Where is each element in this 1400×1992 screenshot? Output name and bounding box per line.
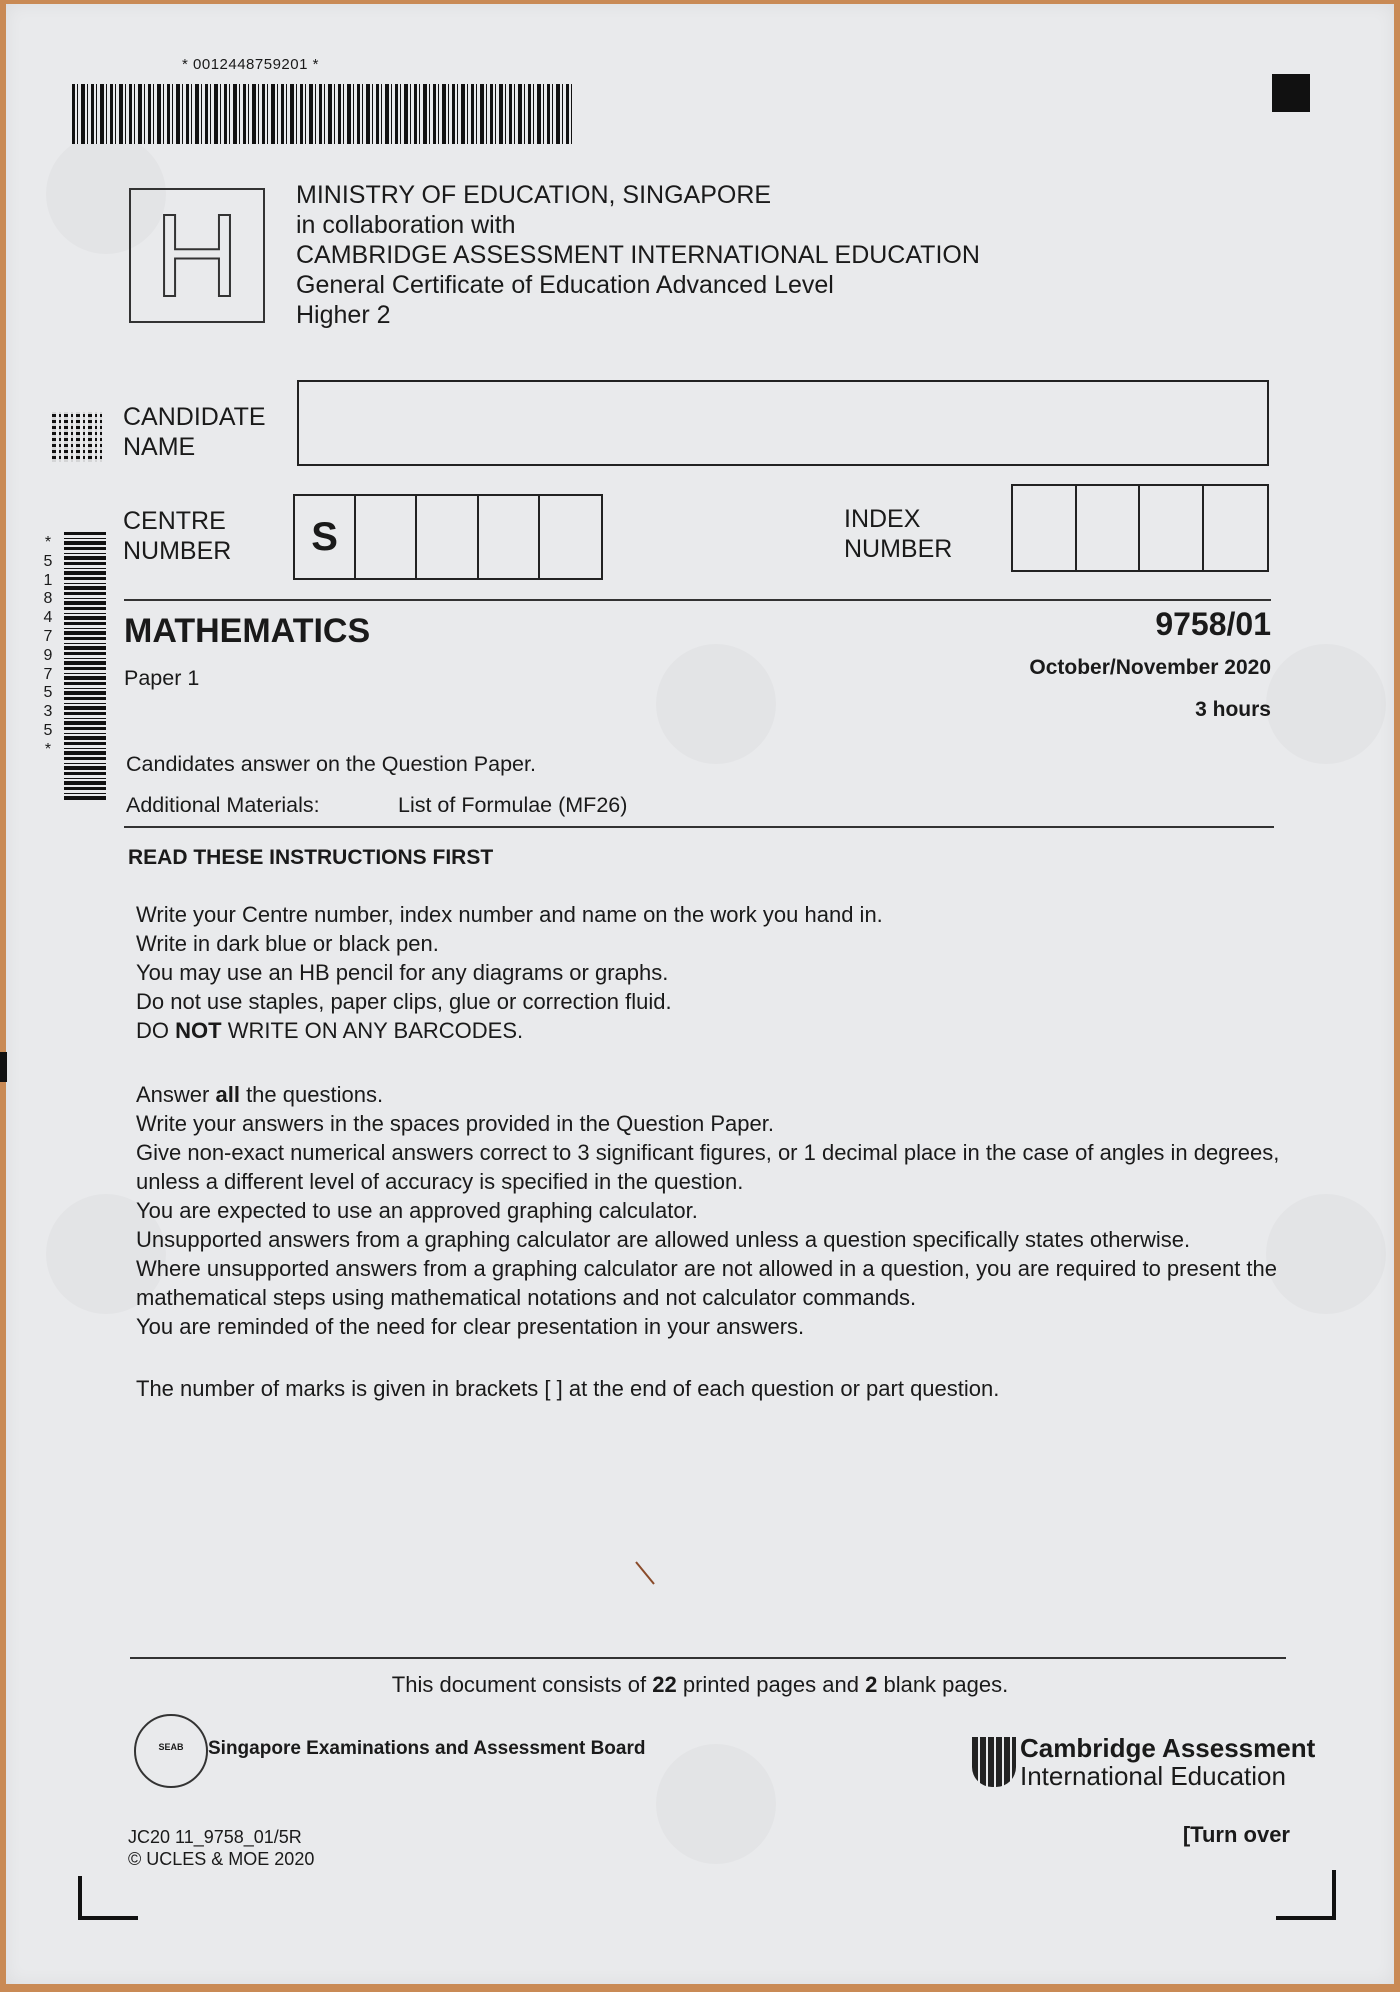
index-number-label-line2: NUMBER bbox=[844, 535, 953, 563]
page-count-mid: printed pages and bbox=[676, 1672, 866, 1697]
cambridge-logo-text bbox=[1020, 1734, 1315, 1790]
header-line-collab: in collaboration with bbox=[296, 211, 516, 239]
printed-pages-count: 22 bbox=[652, 1672, 677, 1697]
turn-over-note: [Turn over bbox=[1182, 1822, 1290, 1847]
page-count-note bbox=[6, 1672, 1394, 1698]
index-number-digit[interactable] bbox=[1140, 486, 1204, 570]
paper-number: Paper 1 bbox=[124, 666, 200, 690]
centre-number-label-line2: NUMBER bbox=[123, 537, 232, 565]
instructions-block-1 bbox=[136, 900, 1286, 1045]
instruction-line: You are reminded of the need for clear presentation in your answers. bbox=[136, 1314, 805, 1339]
side-digit: 7 bbox=[43, 627, 53, 645]
watermark-logo bbox=[656, 644, 776, 764]
side-digit: 8 bbox=[43, 590, 53, 608]
exam-cover-page bbox=[6, 4, 1394, 1984]
header-line-ministry: MINISTRY OF EDUCATION, SINGAPORE bbox=[296, 181, 772, 209]
instruction-line: Do not use staples, paper clips, glue or correction fluid. bbox=[136, 989, 672, 1014]
barcode-warning-post: WRITE ON ANY BARCODES. bbox=[221, 1018, 524, 1043]
syllabus-code: 9758/01 bbox=[1155, 606, 1271, 642]
index-number-label bbox=[844, 504, 952, 564]
index-number-boxes bbox=[1011, 484, 1269, 572]
page-count-post: blank pages. bbox=[877, 1672, 1009, 1697]
side-digit: 4 bbox=[43, 609, 53, 627]
top-barcode bbox=[72, 84, 572, 144]
answer-all-line bbox=[136, 1080, 1286, 1109]
centre-number-digit[interactable] bbox=[356, 496, 417, 578]
cambridge-line2: International Education bbox=[1020, 1761, 1286, 1791]
centre-number-boxes bbox=[293, 494, 603, 580]
side-digit: 3 bbox=[43, 703, 53, 721]
index-number-label-line1: INDEX bbox=[844, 505, 921, 533]
header-line-gce: General Certificate of Education Advanced Level bbox=[296, 271, 834, 299]
centre-number-label-line1: CENTRE bbox=[123, 507, 226, 535]
instruction-line: Give non-exact numerical answers correct to 3 significant figures, or 1 decimal place in the case of angles in degrees, unless a different level of accuracy is specified in the question. bbox=[136, 1140, 1280, 1194]
blank-pages-count: 2 bbox=[865, 1672, 878, 1697]
centre-number-label bbox=[123, 506, 231, 566]
answer-all-pre: Answer bbox=[136, 1082, 216, 1107]
header-line-cambridge: CAMBRIDGE ASSESSMENT INTERNATIONAL EDUCATION bbox=[296, 241, 980, 269]
centre-number-digit[interactable] bbox=[417, 496, 478, 578]
instructions-heading: READ THESE INSTRUCTIONS FIRST bbox=[128, 846, 494, 869]
instruction-line: You are expected to use an approved graphing calculator. bbox=[136, 1198, 698, 1223]
instruction-line: Where unsupported answers from a graphing calculator are not allowed in a question, you are required to present the mathematical steps using mathematical notations and not calculator commands. bbox=[136, 1256, 1278, 1310]
copyright-notice: © UCLES & MOE 2020 bbox=[128, 1849, 315, 1869]
barcode-warning bbox=[136, 1016, 1286, 1045]
candidate-name-label bbox=[123, 402, 266, 462]
pen-mark bbox=[634, 1560, 658, 1588]
data-matrix-code bbox=[52, 412, 102, 462]
document-reference bbox=[128, 1826, 314, 1870]
side-digit: 5 bbox=[43, 721, 53, 739]
page-count-pre: This document consists of bbox=[391, 1672, 653, 1697]
instruction-line: Write your Centre number, index number and name on the work you hand in. bbox=[136, 902, 883, 927]
edge-mark bbox=[0, 1052, 7, 1082]
seab-seal-text: SEAB bbox=[158, 1742, 184, 1752]
side-digit: * bbox=[44, 534, 52, 551]
barcode-warning-pre: DO bbox=[136, 1018, 176, 1043]
barcode-number: * 0012448759201 * bbox=[182, 56, 319, 73]
materials-label: Additional Materials: bbox=[126, 793, 320, 817]
crop-mark-bottom-left bbox=[78, 1876, 138, 1920]
instruction-line: You may use an HB pencil for any diagrams or graphs. bbox=[136, 960, 669, 985]
materials-value: List of Formulae (MF26) bbox=[398, 793, 628, 817]
answer-all-post: the questions. bbox=[239, 1082, 384, 1107]
instruction-line: Write in dark blue or black pen. bbox=[136, 931, 439, 956]
barcode-warning-emphasis: NOT bbox=[175, 1018, 222, 1043]
crop-mark-bottom-right bbox=[1276, 1870, 1336, 1920]
side-digit: 5 bbox=[43, 552, 53, 570]
side-digit: 5 bbox=[43, 684, 53, 702]
side-digit: 9 bbox=[43, 646, 53, 664]
exam-header bbox=[296, 180, 980, 330]
instructions-block-2 bbox=[136, 1080, 1286, 1341]
higher-level-logo bbox=[129, 188, 265, 323]
instruction-line: Unsupported answers from a graphing calculator are allowed unless a question specifically states otherwise. bbox=[136, 1227, 1191, 1252]
cambridge-shield-icon bbox=[972, 1737, 1016, 1787]
divider bbox=[130, 1657, 1286, 1659]
registration-mark bbox=[1272, 74, 1310, 112]
index-number-digit[interactable] bbox=[1013, 486, 1077, 570]
subject-title: MATHEMATICS bbox=[124, 612, 371, 650]
exam-session: October/November 2020 bbox=[1029, 656, 1271, 679]
seab-name: Singapore Examinations and Assessment Board bbox=[208, 1738, 646, 1759]
logo-letter: H bbox=[154, 189, 240, 322]
seab-seal-icon bbox=[134, 1714, 208, 1788]
watermark-logo bbox=[656, 1744, 776, 1864]
divider bbox=[124, 826, 1274, 828]
candidate-name-label-line2: NAME bbox=[123, 433, 196, 461]
doc-ref-code: JC20 11_9758_01/5R bbox=[128, 1827, 302, 1847]
cambridge-line1: Cambridge Assessment bbox=[1020, 1733, 1316, 1763]
index-number-digit[interactable] bbox=[1204, 486, 1267, 570]
header-line-level: Higher 2 bbox=[296, 301, 391, 329]
answer-location-note: Candidates answer on the Question Paper. bbox=[126, 752, 536, 776]
watermark-logo bbox=[1266, 644, 1386, 764]
centre-number-digit[interactable] bbox=[540, 496, 601, 578]
instruction-line: Write your answers in the spaces provided in the Question Paper. bbox=[136, 1111, 774, 1136]
side-digit: 7 bbox=[43, 665, 53, 683]
index-number-digit[interactable] bbox=[1077, 486, 1141, 570]
side-barcode-digits bbox=[38, 534, 58, 760]
centre-number-prefix: S bbox=[295, 496, 356, 578]
side-barcode bbox=[64, 530, 106, 800]
divider bbox=[124, 599, 1271, 601]
candidate-name-field[interactable] bbox=[297, 380, 1269, 466]
side-digit: * bbox=[44, 740, 52, 758]
centre-number-digit[interactable] bbox=[479, 496, 540, 578]
marks-note: The number of marks is given in brackets [ ] at the end of each question or part question. bbox=[136, 1376, 1000, 1401]
answer-all-emphasis: all bbox=[215, 1082, 240, 1107]
candidate-name-label-line1: CANDIDATE bbox=[123, 403, 266, 431]
side-digit: 1 bbox=[43, 571, 53, 589]
exam-duration: 3 hours bbox=[1195, 698, 1271, 721]
